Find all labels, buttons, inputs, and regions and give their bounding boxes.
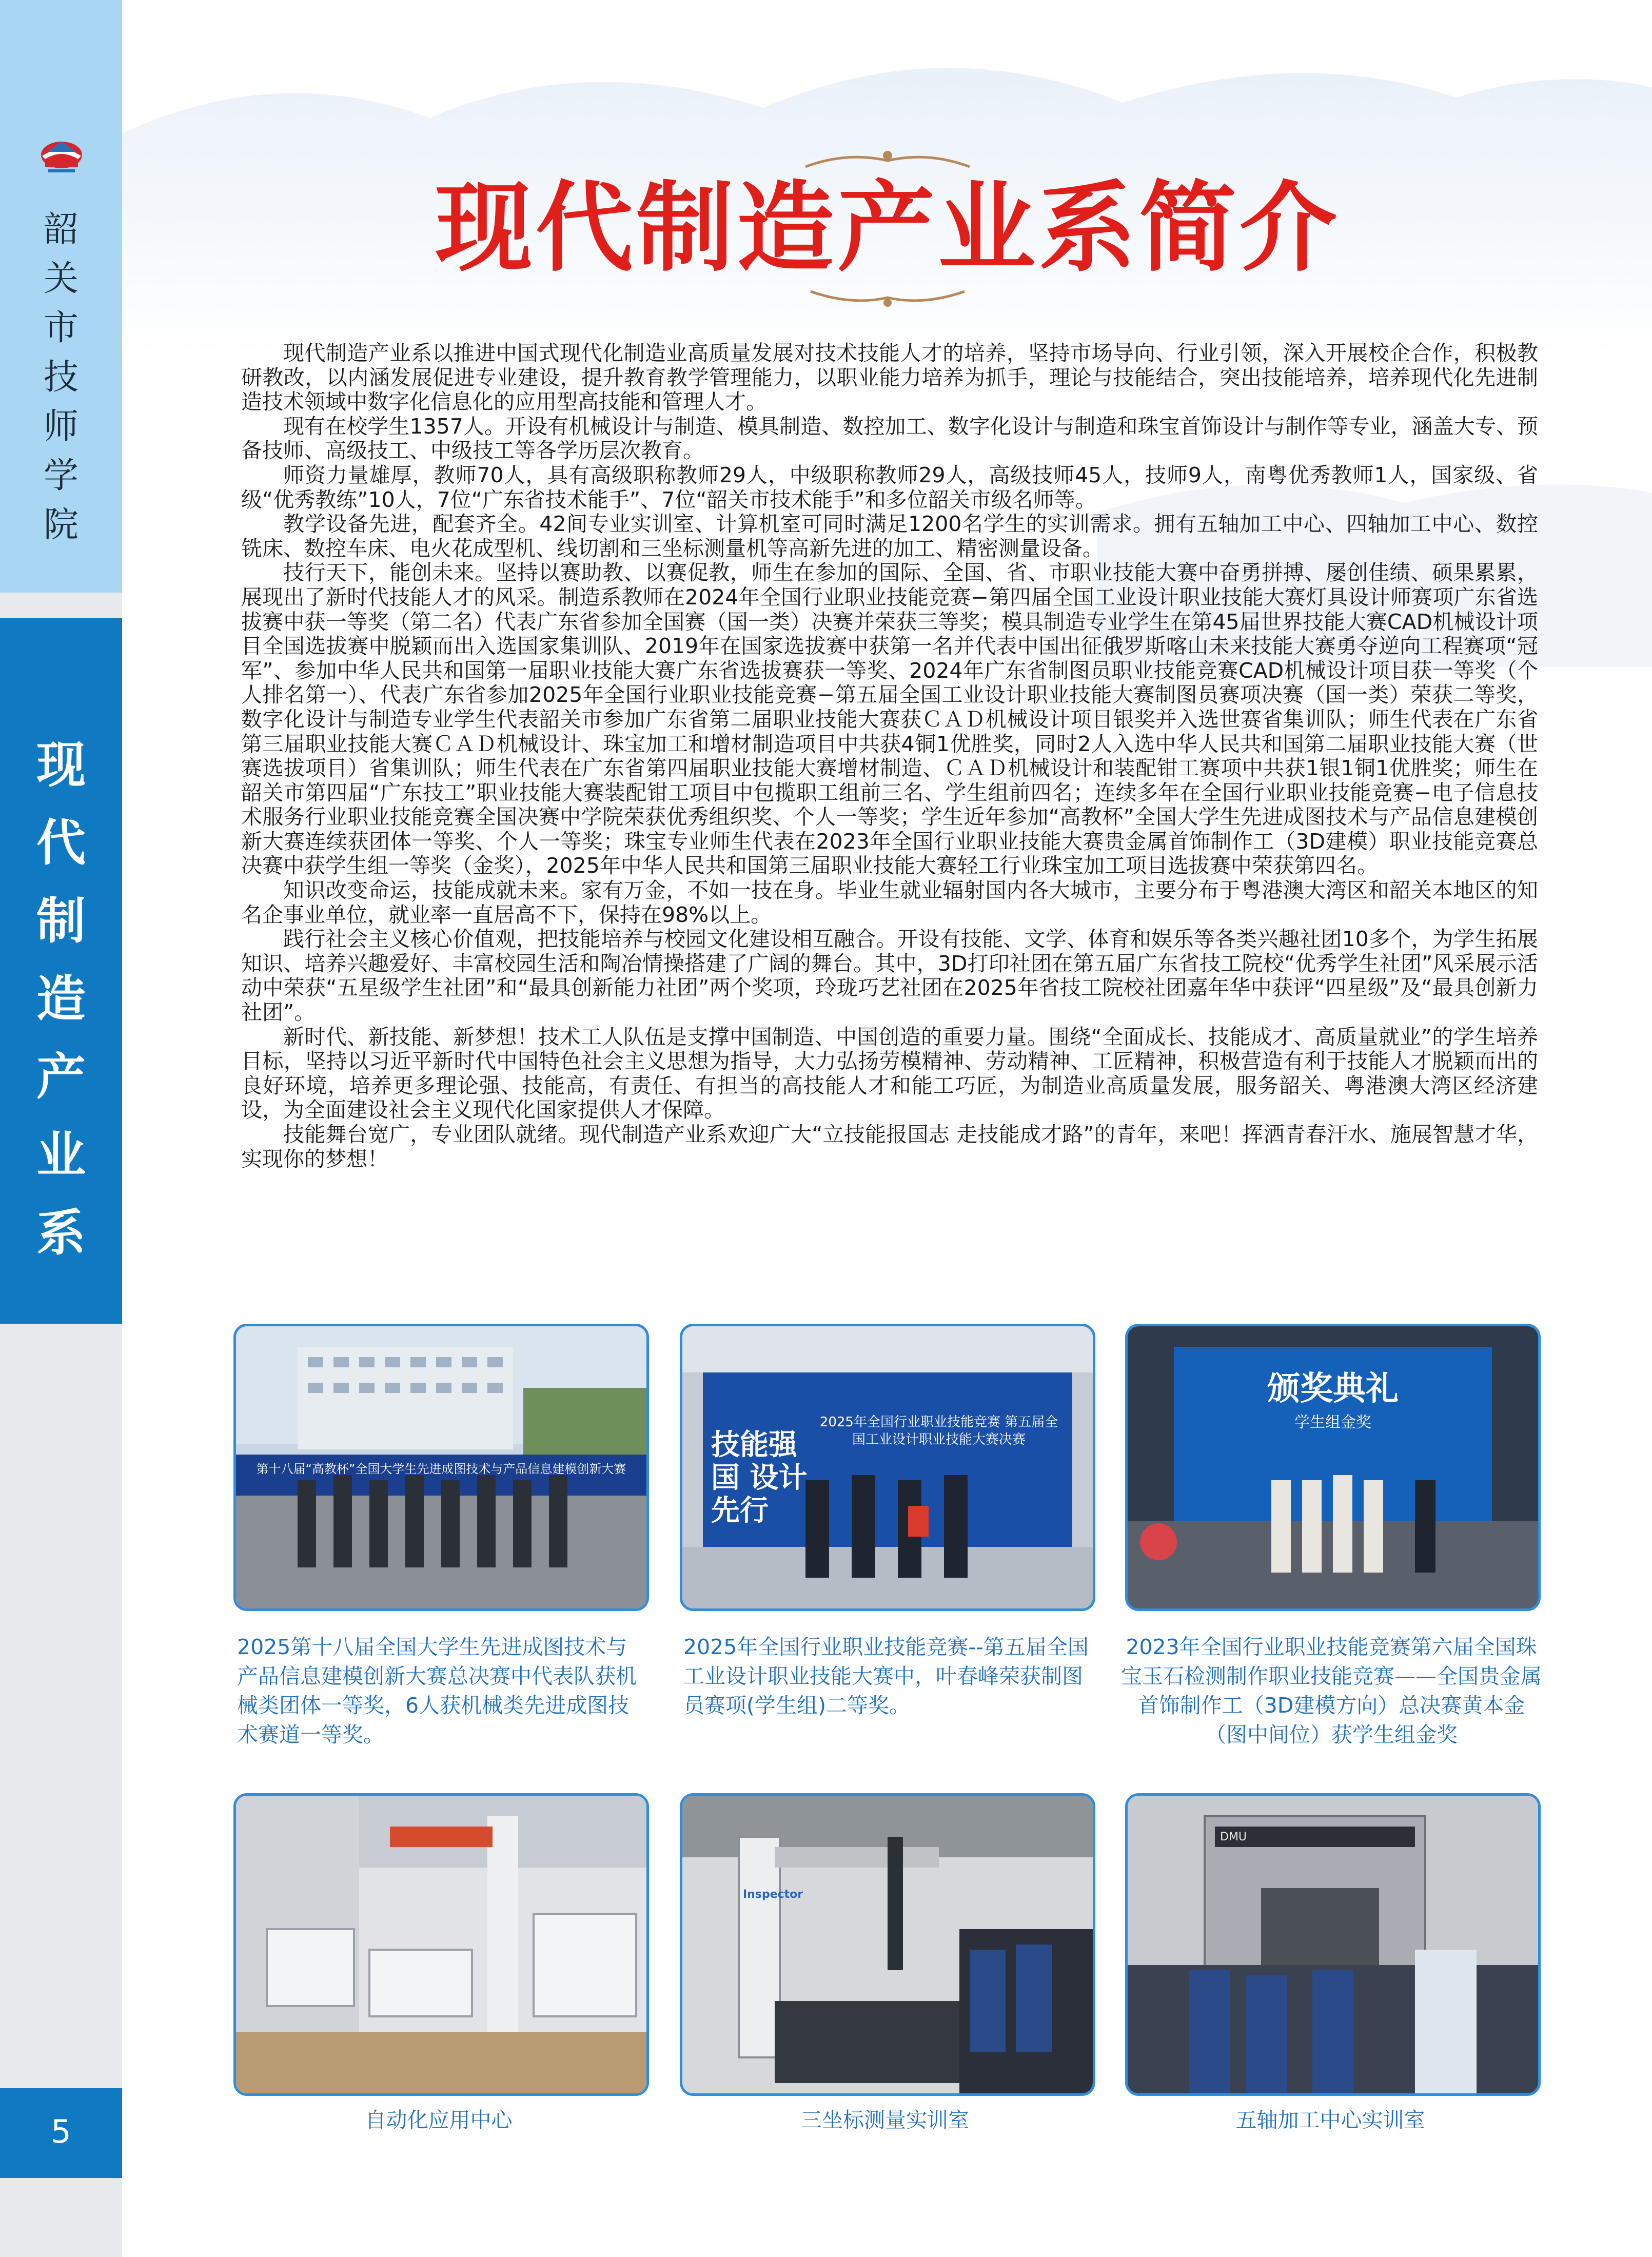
intro-paragraph: 师资力量雄厚，教师70人，具有高级职称教师29人，中级职称教师29人，高级技师45人，技师9人，南粤优秀教师1人，国家级、省级“优秀教练”10人，7位“广东省技术能手”、7位“韶关市技术能手”和多位韶关市级名师等。 xyxy=(241,462,1538,512)
photo-caption: 五轴加工中心实训室 xyxy=(1235,2108,1425,2132)
department-char: 制 xyxy=(36,892,86,950)
photo-caption: 自动化应用中心 xyxy=(365,2108,513,2132)
machine-label: DMU xyxy=(1220,1831,1247,1843)
photo-cmm-lab xyxy=(680,1793,1095,2096)
photo-award-ceremony xyxy=(1125,1324,1541,1611)
sidebar-school-band xyxy=(0,0,122,593)
school-name-char: 技 xyxy=(43,357,78,398)
school-name-char: 市 xyxy=(43,308,78,348)
page-number: 5 xyxy=(51,2113,71,2150)
intro-paragraph: 现代制造产业系以推进中国式现代化制造业高质量发展对技术技能人才的培养，坚持市场导向、行业引领，深入开展校企合作，积极教研教改，以内涵发展促进专业建设，提升教育教学管理能力，以职业能力培养为抓手，理论与技能结合，突出技能培养，培养现代化先进制造技术领域中数字化信息化的应用型高技能和管理人才。 xyxy=(241,341,1538,415)
photo-banner-left: 技能强国 设计先行 xyxy=(711,1428,808,1527)
intro-paragraph: 技能舞台宽广，专业团队就绪。现代制造产业系欢迎广大“立技能报国志 走技能成才路”的青年，来吧！挥洒青春汗水、施展智慧才华，实现你的梦想！ xyxy=(241,1122,1538,1171)
photo-caption: 2025年全国行业职业技能竞赛--第五届全国工业设计职业技能大赛中，叶春峰荣获制图员赛项(学生组)二等奖。 xyxy=(683,1635,1089,1718)
department-char: 造 xyxy=(36,970,86,1028)
page-title: 现代制造产业系简介 xyxy=(435,171,1340,285)
school-name-char: 院 xyxy=(43,505,78,545)
left-sidebar xyxy=(0,0,122,2257)
photo-five-axis-lab xyxy=(1125,1793,1541,2096)
photo-cad-competition xyxy=(233,1324,649,1611)
photo-banner-right: 2025年全国行业职业技能竞赛 第五届全国工业设计职业技能大赛决赛 xyxy=(819,1415,1058,1447)
school-name-char: 关 xyxy=(43,259,78,299)
photo-banner-title: 颁奖典礼 xyxy=(1267,1370,1399,1408)
school-logo-icon xyxy=(37,132,86,182)
school-name-char: 师 xyxy=(43,406,78,447)
title-ornament-top xyxy=(800,146,975,172)
department-char: 产 xyxy=(36,1048,86,1106)
intro-paragraph: 新时代、新技能、新梦想！技术工人队伍是支撑中国制造、中国创造的重要力量。围绕“全面成长、技能成才、高质量就业”的学生培养目标，坚持以习近平新时代中国特色社会主义思想为指导，大力弘扬劳模精神、劳动精神、工匠精神，积极营造有利于技能人才脱颖而出的良好环境，培养更多理论强、技能高，有责任、有担当的高技能人才和能工巧匠，为制造业高质量发展，服务韶关、粤港澳大湾区经济建设，为全面建设社会主义现代化国家提供人才保障。 xyxy=(241,1024,1538,1123)
machine-label: Inspector xyxy=(743,1888,803,1901)
school-name-vertical xyxy=(0,205,122,550)
department-char: 代 xyxy=(36,814,86,872)
title-ornament-bottom xyxy=(805,285,970,311)
photo-banner-text: 第十八届“高教杯”全国大学生先进成图技术与产品信息建模创新大赛 xyxy=(256,1462,626,1476)
photo-caption: 2025第十八届全国大学生先进成图技术与产品信息建模创新大赛总决赛中代表队获机械类团体一等奖，6人获机械类先进成图技术赛道一等奖。 xyxy=(237,1635,637,1747)
department-char: 现 xyxy=(36,736,86,794)
school-name-char: 韶 xyxy=(43,209,78,250)
photo-caption: 2023年全国行业职业技能竞赛第六届全国珠宝玉石检测制作职业技能竞赛——全国贵金属首饰制作工（3D建模方向）总决赛黄本金（图中间位）获学生组金奖 xyxy=(1121,1635,1542,1747)
intro-paragraph: 教学设备先进，配套齐全。42间专业实训室、计算机室可同时满足1200名学生的实训需求。拥有五轴加工中心、四轴加工中心、数控铣床、数控车床、电火花成型机、线切割和三坐标测量机等高新先进的加工、精密测量设备。 xyxy=(241,512,1538,561)
photo-automation-center xyxy=(233,1793,649,2096)
intro-paragraph: 现有在校学生1357人。开设有机械设计与制造、模具制造、数控加工、数字化设计与制造和珠宝首饰设计与制作等专业，涵盖大专、预备技师、高级技工、中级技工等各学历层次教育。 xyxy=(241,414,1538,463)
intro-paragraph: 践行社会主义核心价值观，把技能培养与校园文化建设相互融合。开设有技能、文学、体育和娱乐等各类兴趣社团10多个，为学生拓展知识、培养兴趣爱好、丰富校园生活和陶冶情操搭建了广阔的舞台。其中，3D打印社团在第五届广东省技工院校“优秀学生社团”风采展示活动中荣获“五星级学生社团”和“最具创新能力社团”两个奖项，玲珑巧艺社团在2025年省技工院校社团嘉年华中获评“四星级”及“最具创新力社团”。 xyxy=(241,927,1538,1025)
department-name-vertical xyxy=(0,726,122,1272)
intro-text xyxy=(241,341,1538,1171)
department-char: 业 xyxy=(36,1126,86,1184)
photo-banner-subtitle: 学生组金奖 xyxy=(1294,1414,1371,1431)
intro-paragraph: 知识改变命运，技能成就未来。家有万金，不如一技在身。毕业生就业辐射国内各大城市，主要分布于粤港澳大湾区和韶关本地区的知名企事业单位，就业率一直居高不下，保持在98%以上。 xyxy=(241,878,1538,927)
intro-paragraph: 技行天下，能创未来。坚持以赛助教、以赛促教，师生在参加的国际、全国、省、市职业技能大赛中奋勇拼搏、屡创佳绩、硕果累累，展现出了新时代技能人才的风采。制造系教师在2024年全国行业职业技能竞赛−第四届全国工业设计职业技能大赛灯具设计师赛项广东省选拔赛中获一等奖（第二名）代表广东省参加全国赛（国一类）决赛并荣获三等奖；模具制造专业学生在第45届世界技能大赛CAD机械设计项目全国选拔赛中脱颖而出入选国家集训队、2019年在国家选拔赛中获第一名并代表中国出征俄罗斯喀山未来技能大赛勇夺逆向工程赛项“冠军”、参加中华人民共和国第一届职业技能大赛广东省选拔赛获一等奖、2024年广东省制图员职业技能竞赛CAD机械设计项目获一等奖（个人排名第一）、代表广东省参加2025年全国行业职业技能竞赛−第五届全国工业设计职业技能大赛制图员赛项决赛（国一类）荣获二等奖，数字化设计与制造专业学生代表韶关市参加广东省第二届职业技能大赛获ＣＡＤ机械设计项目银奖并入选世赛省集训队；师生代表在广东省第三届职业技能大赛ＣＡＤ机械设计、珠宝加工和增材制造项目中共获4铜1优胜奖，同时2人入选中华人民共和国第二届职业技能大赛（世赛选拔项目）省集训队；师生代表在广东省第四届职业技能大赛增材制造、ＣＡＤ机械设计和装配钳工赛项中共获1银1铜1优胜奖；师生在韶关市第四届“广东技工”职业技能大赛装配钳工项目中包揽职工组前三名、学生组前四名；连续多年在全国行业职业技能竞赛−电子信息技术服务行业职业技能竞赛全国决赛中学院荣获优秀组织奖、个人一等奖；学生近年参加“高教杯”全国大学生先进成图技术与产品信息建模创新大赛连续获团体一等奖、个人一等奖；珠宝专业师生代表在2023年全国行业职业技能大赛贵金属首饰制作工（3D建模）职业技能竞赛总决赛中获学生组一等奖（金奖），2025年中华人民共和国第三届职业技能大赛轻工行业珠宝加工项目选拔赛中荣获第四名。 xyxy=(241,560,1538,878)
photo-design-competition xyxy=(680,1324,1095,1611)
department-char: 系 xyxy=(36,1204,86,1262)
photo-caption: 三坐标测量实训室 xyxy=(801,2108,969,2132)
school-name-char: 学 xyxy=(43,456,78,496)
